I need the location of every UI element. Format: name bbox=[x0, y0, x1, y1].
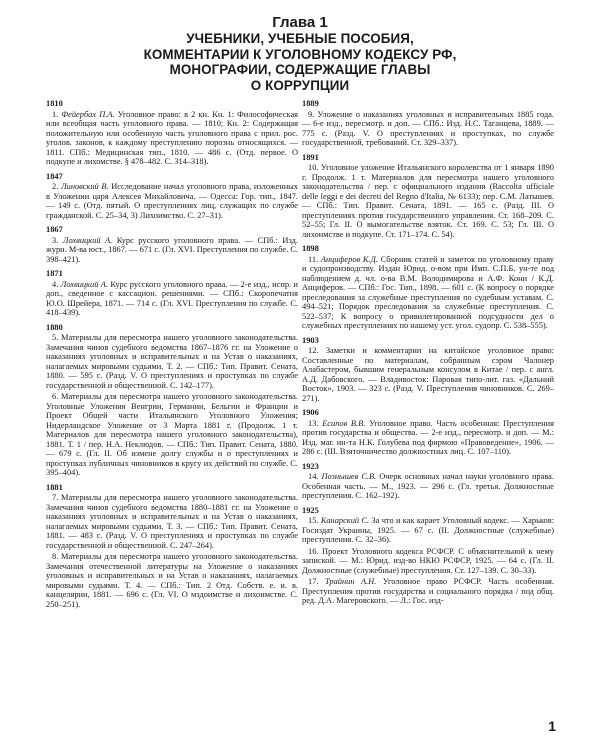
chapter-label: Глава 1 bbox=[272, 14, 328, 31]
page-number: 1 bbox=[548, 718, 556, 734]
bibliography-entry: 13. Есипов В.В. Уголовное право. Часть особенная: Преступления против государства и общества. — 2-е изд., пересмотр. и доп. — М.: Изд. маг. ин-та Н.К. Голубева под фирмою «Правоведение», 1906. — 286 с. (III. Взяточничество должностных лиц. С. 107–110). bbox=[302, 418, 554, 456]
chapter-title-line: УЧЕБНИКИ, УЧЕБНЫЕ ПОСОБИЯ, bbox=[186, 31, 414, 46]
year-heading: 1898 bbox=[302, 244, 319, 253]
author-name: Познышев С.В. bbox=[321, 472, 377, 481]
year-heading: 1891 bbox=[302, 152, 319, 162]
author-name: Лохвицкий А. bbox=[60, 279, 108, 289]
year-heading: 1906 bbox=[302, 408, 319, 417]
bibliography-entry: 11. Анциферов К.Д. Сборник статей и заметок по уголовному праву и судопроизводству. Издан Юрид. о-вом при Имп. С.П.Б. ун-те под наблюдением д. чл. о-ва В.М. Володимирова и А.Ф. Кони / К.Д. Анциферов. — СПб.: Гос. Тип., 1898. — 601 с. (К вопросу о порядке преследования за служебные преступления по судебным уставам. С. 494–521; Порядок преследования за служебные преступления. С. 522–537; К вопросу о привилегированной подсудности дел о служебных преступлениях по нашему уст. угол. судопр. С. 538–555). bbox=[302, 254, 554, 330]
chapter-header bbox=[40, 14, 560, 93]
author-name: Анциферов К.Д. bbox=[320, 254, 378, 264]
chapter-title-line: О КОРРУПЦИИ bbox=[250, 77, 350, 93]
bibliography-entry: 9. Уложение о наказаниях уголовных и исправительных 1885 года. — 6-е изд., пересмотр. и доп. — СПб.: Изд. Н.С. Таганцева, 1889. — 775 с. (Разд. V. О преступлениях и проступках, по службе государственной, требований. Ст. 329–337). bbox=[302, 109, 554, 147]
year-heading: 1880 bbox=[46, 322, 63, 332]
author-name: Канарский С. bbox=[320, 516, 370, 525]
author-name: Есипов В.В. bbox=[322, 418, 366, 428]
left-column bbox=[46, 99, 298, 611]
year-heading: 1923 bbox=[302, 461, 319, 471]
bibliography-entry: 10. Уголовное уложение Итальянского королевства от 1 января 1890 г. Продолж. 1 т. Материалов для пересмотра нашего уголовного законодательства / пер. с официального издания (Raccolta ufficiale delle leggi e dei decreti del Regno d'Italia, № 6133); пер. С.М. Латышев. — СПб.: Тип. Правит. Сената, 1891. — 165 с. (Разд. III. О преступлениях против государственного управления. Ст. 168–209. С. 52–55; Гл. II. О вымогательстве взяток. Ст. 169. С. 53; Гл. III. О лихоимстве и подкупе. Ст. 171–174. С. 54). bbox=[302, 163, 554, 239]
bibliography-entry: 6. Материалы для пересмотра нашего уголовного законодательства. Уголовные Уложения Венгрии, Германии, Бельгии и Франции и Проект Общей части Итальянского Уголовного Уложения; Нидерландское Уложение от 3 Марта 1881 г. (Продолж. 1 т. Материалов для пересмотра нашего уголовного законодательства), 1881. Т. 1 / пер. Н.А. Неклюдов. — СПб.: Тип. Правит. Сената, 1880. — 679 с. (Гл. II. Об измене долгу службы и о преступлениях и проступках публичных чиновников в кругу их действий по службе. С. 395–404). bbox=[46, 392, 298, 477]
bibliography-entry: 3. Лохвицкий А. Курс русского уголовного права. — СПб.: Изд. журн. М-ва юст., 1867. — 671 с. (Гл. XVI. Преступления по службе. С. 398–421). bbox=[46, 235, 298, 264]
year-heading: 1847 bbox=[46, 171, 63, 181]
bibliography-entry: 15. Канарский С. За что и как карает Уголовный кодекс. — Харьков: Госиздат Украины, 1925. — 67 с. (II. Должностные (служебные) преступления. С. 32–36). bbox=[302, 516, 555, 544]
year-heading: 1867 bbox=[46, 225, 63, 234]
bibliography-entry: 1. Фейербах П.А. Уголовное право: в 2 кн. Кн. 1: Философическая или всеобщая часть уголовного права. — 1810; Кн. 2: Содержащая положительную или особенную часть уголовного права с прил. рос. уголов. законов, к каждому преступлению порознь относящихся. — 1811. СПб.: Медицинская тип., 1810. — 486 с. (Отд. первое. О подкупе и лихомстве. § 478–482. С. 314–318). bbox=[46, 109, 299, 166]
year-heading: 1871 bbox=[46, 269, 63, 278]
right-column bbox=[302, 99, 554, 608]
bibliography-entry: 16. Проект Уголовного кодекса РСФСР. С объяснительной к нему запиской. — М.: Юрид. изд-во НКЮ РСФСР, 1925. — 64 с. (Гл. II. Должностные (служебные) преступления. Ст. 127–139. С. 30–33). bbox=[302, 546, 554, 575]
author-name: Трайнин А.Н. bbox=[324, 577, 377, 586]
bibliography-entry: 8. Материалы для пересмотра нашего уголовного законодательства. Замечания отечественной литературы на Уложение о наказаниях уголовных и исправительных и на Устав о наказаниях, налагаемых мировыми судьями. Т. 4. — СПб.: Тип. 2 Отд. Собств. е. и. в. канцелярии, 1881. — 696 с. (Гл. VI. О мздоимстве и лихоимстве. С. 250–251). bbox=[46, 552, 298, 609]
author-name: Линовский В. bbox=[60, 182, 109, 191]
year-heading: 1925 bbox=[302, 505, 319, 515]
chapter-title-line: КОММЕНТАРИИ К УГОЛОВНОМУ КОДЕКСУ РФ, bbox=[143, 46, 457, 62]
bibliography-entry: 4. Лохвицкий А. Курс русского уголовного права. — 2-е изд., испр. и доп., сведенное с кассацион. решениями. — СПб.: Скоропечатня Ю.О. Шрейера, 1871. — 714 с. (Гл. XVI. Преступления по службе. С. 418–439). bbox=[46, 279, 299, 317]
year-heading: 1881 bbox=[46, 482, 63, 492]
year-heading: 1903 bbox=[302, 335, 319, 345]
bibliography-entry: 2. Линовский В. Исследование начал уголовного права, изложенных в Уложении царя Алексея Михайловича. — Одесса: Гор. тип., 1847. — 149 с. (Отд. пятый. О преступлениях лиц, служащих по службе гражданской. С. 25–34, 3) Лихоимство. С. 27–31). bbox=[46, 182, 298, 220]
bibliography-entry: 5. Материалы для пересмотра нашего уголовного законодательства. Замечания чинов судебного ведомства 1867–1876 гг. на Уложение о наказаниях уголовных и исправительных и на Устав о наказаниях, налагаемых мировыми судьями. Т. 2. — СПб.: Тип. Правит. Сената, 1880. — 595 с. (Разд. V. О преступлениях и проступках по службе государственной и общественной. С. 142–177). bbox=[46, 333, 298, 390]
bibliography-entry: 14. Познышев С.В. Очерк основных начал науки уголовного права. Особенная часть. — М., 1923. — 296 с. (Гл. третья. Должностные преступления. С. 162–192). bbox=[302, 472, 554, 500]
year-heading: 1889 bbox=[302, 99, 319, 108]
bibliography-entry: 7. Материалы для пересмотра нашего уголовного законодательства. Замечания чинов судебного ведомства 1880–1881 гг. на Уложение о наказаниях уголовных и исправительных и на Устав о наказаниях, налагаемых мировыми судьями. Т. 3. — СПб.: Тип. Правит. Сената, 1881. — 483 с. (Разд. V. О преступлениях и проступках по службе государственной и общественной. С. 247–264). bbox=[46, 493, 298, 550]
chapter-title-line: МОНОГРАФИИ, СОДЕРЖАЩИЕ ГЛАВЫ bbox=[169, 62, 431, 78]
year-heading: 1810 bbox=[46, 99, 63, 108]
bibliography-entry: 17. Трайнин А.Н. Уголовное право РСФСР. Часть особенная. Преступления против государства и социального порядка / под общ. ред. Д.А. Магеровского. — Л.: Гос. изд- bbox=[302, 577, 554, 605]
author-name: Фейербах П.А. bbox=[61, 109, 115, 119]
bibliography-entry: 12. Заметки и комментарии на китайское уголовное право: Составленные по материалам, собранным сэром Чалонер Алабастером, бывшим генеральным консулом в Китае / пер. с англ. А.Д. Дабовского. — Владивосток: Паровая типо-лит. газ. «Дальний Восток», 1903. — 323 с. (Разд. V. Преступления чиновников. С. 269–271). bbox=[302, 346, 554, 403]
author-name: Лохвицкий А. bbox=[62, 235, 113, 245]
